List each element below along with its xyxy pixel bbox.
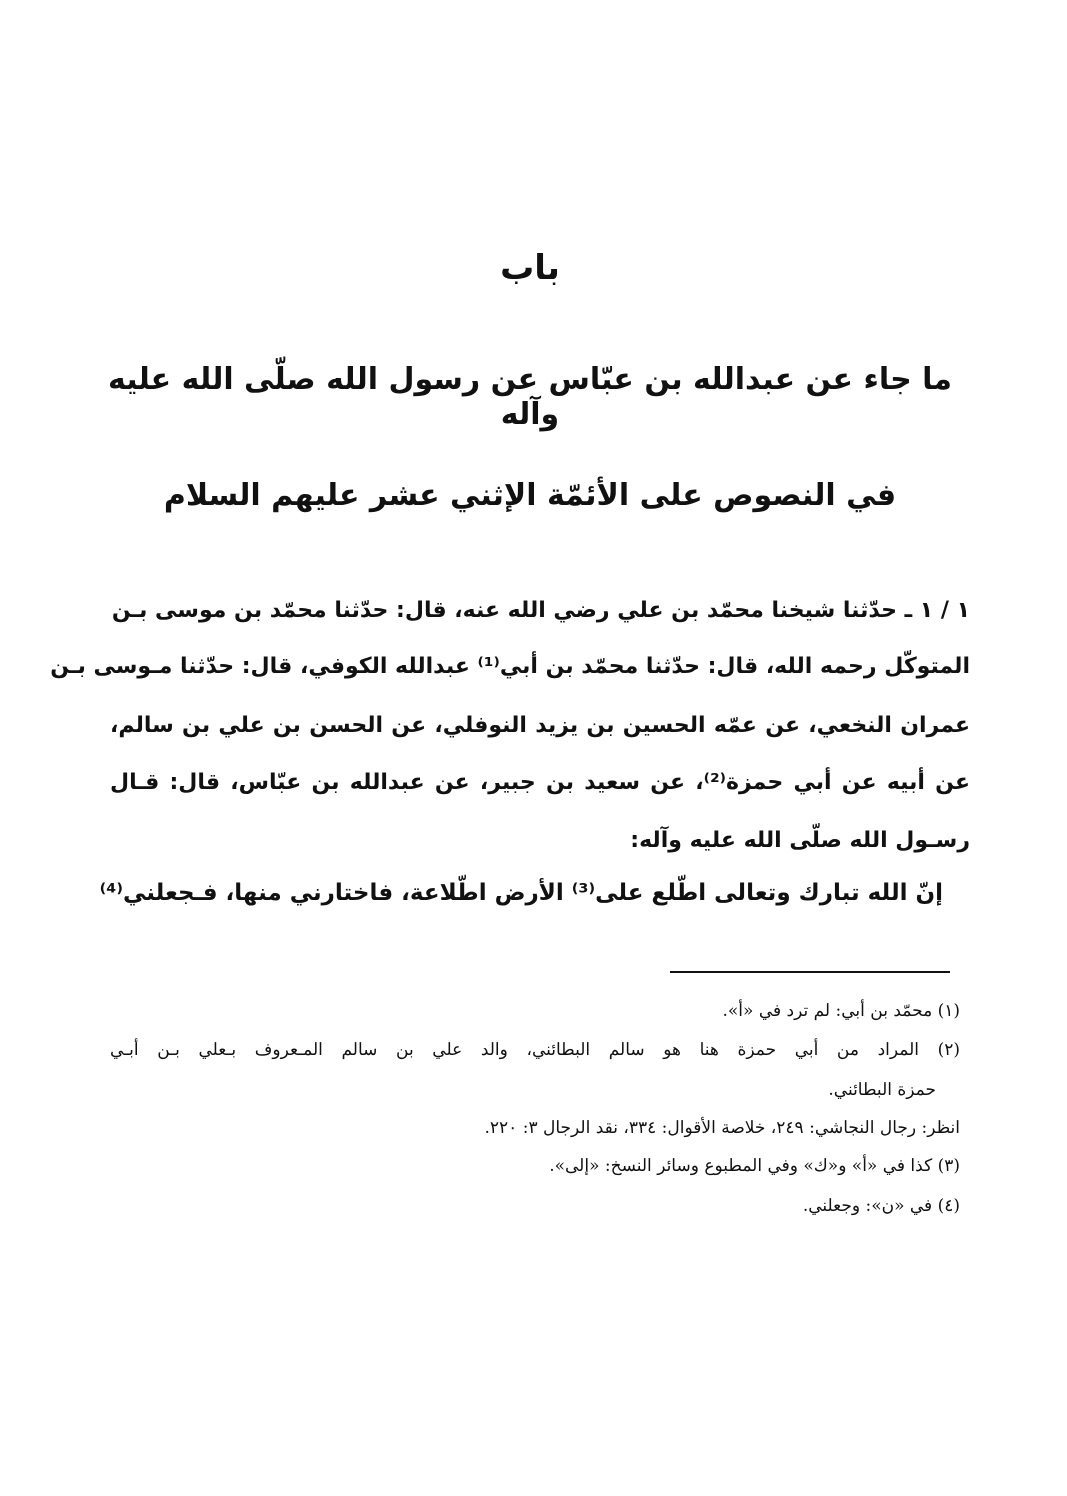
footnote-3: (٣) كذا في «أ» و«ك» وفي المطبوع وسائر النسخ: «إلى».: [549, 1156, 960, 1176]
chapter-label: باب: [500, 248, 560, 288]
hadith-text: إنّ الله تبارك وتعالى اطّلع على⁽³⁾ الأرض اطّلاعة، فاختارني منها، فـجعلني⁽⁴⁾: [99, 880, 943, 906]
footnote-2-reference: انظر: رجال النجاشي: ٢٤٩، خلاصة الأقوال: ٣٣٤، نقد الرجال ٣: ٢٢٠.: [484, 1118, 960, 1138]
body-line-5: رسـول الله صلّى الله عليه وآله:: [630, 828, 970, 853]
body-line-1: ١ / ١ ـ حدّثنا شيخنا محمّد بن علي رضي الله عنه، قال: حدّثنا محمّد بن موسى بـن: [111, 598, 970, 623]
body-line-4: عن أبيه عن أبي حمزة⁽²⁾، عن سعيد بن جبير، عن عبدالله بن عبّاس، قال: قـال: [110, 770, 971, 795]
chapter-title-line-1: ما جاء عن عبدالله بن عبّاس عن رسول الله صلّى الله عليه وآله: [108, 362, 952, 432]
footnote-1: (١) محمّد بن أبي: لم ترد في «أ».: [722, 1001, 960, 1021]
footnote-4: (٤) في «ن»: وجعلني.: [802, 1196, 960, 1216]
chapter-title-line-2: في النصوص على الأئمّة الإثني عشر عليهم السلام: [163, 478, 897, 513]
body-line-2: المتوكّل رحمه الله، قال: حدّثنا محمّد بن أبي⁽¹⁾ عبدالله الكوفي، قال: حدّثنا مـوسى بـن: [50, 654, 970, 679]
footnote-2: (٢) المراد من أبي حمزة هنا هو سالم البطائني، والد علي بن سالم المـعروف بـعلي بـن أبـي: [110, 1040, 960, 1060]
footnote-2-continuation: حمزة البطائني.: [828, 1080, 936, 1100]
body-line-3: عمران النخعي، عن عمّه الحسين بن يزيد النوفلي، عن الحسن بن علي بن سالم،: [110, 713, 970, 738]
footnote-divider: [670, 971, 950, 973]
